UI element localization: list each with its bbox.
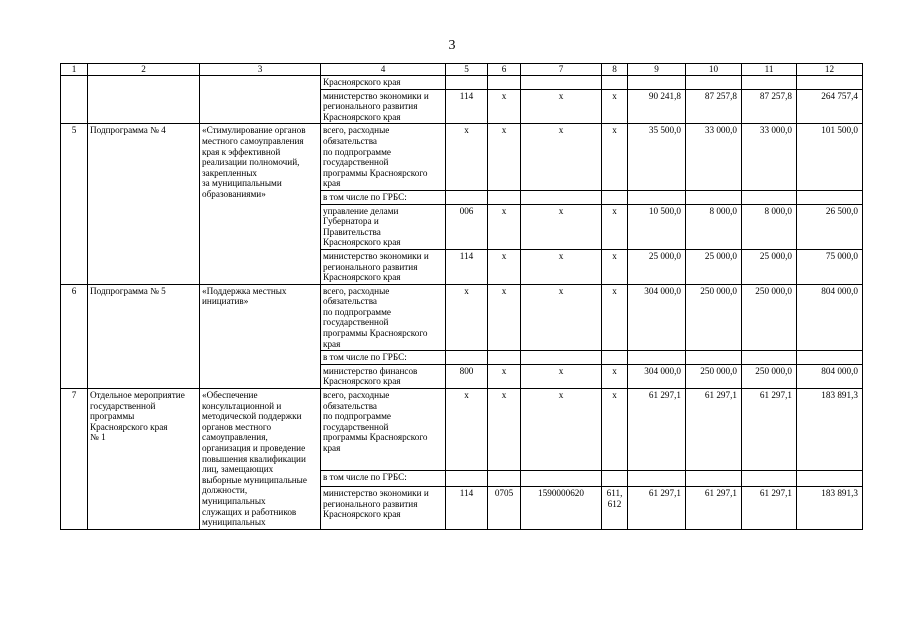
amount-cell: 35 500,0 — [628, 124, 686, 191]
header-cell: 12 — [797, 64, 863, 76]
budget-table — [60, 63, 863, 530]
amount-cell: 10 500,0 — [628, 204, 686, 249]
amount-cell: 87 257,8 — [686, 89, 742, 124]
status-cell: Подпрограмма № 5 — [88, 284, 200, 388]
including-label: в том числе по ГРБС: — [321, 351, 446, 365]
recipient-cell: управление делами Губернатора и Правительства Красноярского края — [321, 204, 446, 249]
amount-cell: 90 241,8 — [628, 89, 686, 124]
header-cell: 9 — [628, 64, 686, 76]
total-cell: 804 000,0 — [797, 364, 863, 388]
expense-type-cell: х — [602, 89, 628, 124]
section-cell: х — [488, 124, 521, 191]
table-row — [61, 284, 863, 351]
status-cell: Подпрограмма № 4 — [88, 124, 200, 284]
target-article-cell: х — [521, 389, 602, 470]
expense-type-cell: х — [602, 249, 628, 284]
table-row — [61, 76, 863, 90]
amount-cell: 61 297,1 — [686, 487, 742, 530]
total-cell: 183 891,3 — [797, 487, 863, 530]
header-row — [61, 64, 863, 76]
name-cell: «Стимулирование органов местного самоуправления края к эффективной реализации полномочий, закрепленных за муниципальными образованиями» — [200, 124, 321, 284]
amount-cell: 61 297,1 — [628, 487, 686, 530]
name-cell: «Обеспечение консультационной и методической поддержки органов местного самоуправления, организация и проведение повышения квалификации лиц, замещающих выборные муниципальные должности, муниципальных служащих и работников муниципальных — [200, 389, 321, 530]
recipient-cell: министерство финансов Красноярского края — [321, 364, 446, 388]
grbs-code-cell: 800 — [446, 364, 488, 388]
target-article-cell: х — [521, 124, 602, 191]
page-number: 3 — [448, 38, 456, 53]
recipient-cell: всего, расходные обязательства по подпрограмме государственной программы Красноярского края — [321, 284, 446, 351]
grbs-code-cell: 114 — [446, 487, 488, 530]
expense-type-cell: х — [602, 364, 628, 388]
expense-type-cell: х — [602, 204, 628, 249]
section-cell: х — [488, 204, 521, 249]
recipient-cell: министерство экономики и регионального развития Красноярского края — [321, 89, 446, 124]
section-cell: х — [488, 364, 521, 388]
amount-cell: 304 000,0 — [628, 284, 686, 351]
total-cell: 183 891,3 — [797, 389, 863, 470]
target-article-cell: х — [521, 89, 602, 124]
amount-cell: 8 000,0 — [742, 204, 797, 249]
recipient-cell: всего, расходные обязательства по подпрограмме государственной программы Красноярского края — [321, 389, 446, 470]
section-cell: х — [488, 389, 521, 470]
amount-cell: 61 297,1 — [628, 389, 686, 470]
name-cell — [200, 76, 321, 124]
amount-cell: 33 000,0 — [686, 124, 742, 191]
total-cell: 264 757,4 — [797, 89, 863, 124]
header-cell: 6 — [488, 64, 521, 76]
total-cell: 804 000,0 — [797, 284, 863, 351]
recipient-cell: всего, расходные обязательства по подпрограмме государственной программы Красноярского края — [321, 124, 446, 191]
grbs-code-cell: 114 — [446, 89, 488, 124]
table-row — [61, 124, 863, 191]
total-cell: 101 500,0 — [797, 124, 863, 191]
target-article-cell: х — [521, 249, 602, 284]
amount-cell: 250 000,0 — [686, 364, 742, 388]
recipient-cell: министерство экономики и регионального развития Красноярского края — [321, 487, 446, 530]
expense-type-cell: х — [602, 124, 628, 191]
no-cell: 6 — [61, 284, 88, 388]
grbs-code-cell: 114 — [446, 249, 488, 284]
grbs-code-cell: 006 — [446, 204, 488, 249]
amount-cell: 61 297,1 — [742, 487, 797, 530]
section-cell: х — [488, 89, 521, 124]
amount-cell: 61 297,1 — [686, 389, 742, 470]
target-article-cell: 1590000620 — [521, 487, 602, 530]
status-cell — [88, 76, 200, 124]
amount-cell: 304 000,0 — [628, 364, 686, 388]
no-cell: 5 — [61, 124, 88, 284]
expense-type-cell: 611, 612 — [602, 487, 628, 530]
amount-cell: 8 000,0 — [686, 204, 742, 249]
amount-cell: 25 000,0 — [686, 249, 742, 284]
no-cell — [61, 76, 88, 124]
target-article-cell: х — [521, 204, 602, 249]
section-cell: 0705 — [488, 487, 521, 530]
header-cell: 7 — [521, 64, 602, 76]
grbs-code-cell: х — [446, 284, 488, 351]
grbs-code-cell: х — [446, 124, 488, 191]
recipient-cell: Красноярского края — [321, 76, 446, 90]
amount-cell: 250 000,0 — [686, 284, 742, 351]
header-cell: 2 — [88, 64, 200, 76]
no-cell: 7 — [61, 389, 88, 530]
total-cell: 26 500,0 — [797, 204, 863, 249]
amount-cell: 33 000,0 — [742, 124, 797, 191]
target-article-cell: х — [521, 284, 602, 351]
header-cell: 8 — [602, 64, 628, 76]
target-article-cell: х — [521, 364, 602, 388]
header-cell: 3 — [200, 64, 321, 76]
header-cell: 5 — [446, 64, 488, 76]
amount-cell: 61 297,1 — [742, 389, 797, 470]
header-cell: 10 — [686, 64, 742, 76]
status-cell: Отдельное мероприятие государственной программы Красноярского края № 1 — [88, 389, 200, 530]
amount-cell: 250 000,0 — [742, 364, 797, 388]
including-label: в том числе по ГРБС: — [321, 470, 446, 487]
amount-cell: 25 000,0 — [628, 249, 686, 284]
header-cell: 4 — [321, 64, 446, 76]
amount-cell: 87 257,8 — [742, 89, 797, 124]
expense-type-cell: х — [602, 389, 628, 470]
grbs-code-cell: х — [446, 389, 488, 470]
recipient-cell: министерство экономики и регионального развития Красноярского края — [321, 249, 446, 284]
header-cell: 1 — [61, 64, 88, 76]
amount-cell: 25 000,0 — [742, 249, 797, 284]
total-cell: 75 000,0 — [797, 249, 863, 284]
header-cell: 11 — [742, 64, 797, 76]
section-cell: х — [488, 284, 521, 351]
table-row — [61, 389, 863, 470]
expense-type-cell: х — [602, 284, 628, 351]
name-cell: «Поддержка местных инициатив» — [200, 284, 321, 388]
section-cell: х — [488, 249, 521, 284]
amount-cell: 250 000,0 — [742, 284, 797, 351]
including-label: в том числе по ГРБС: — [321, 190, 446, 204]
